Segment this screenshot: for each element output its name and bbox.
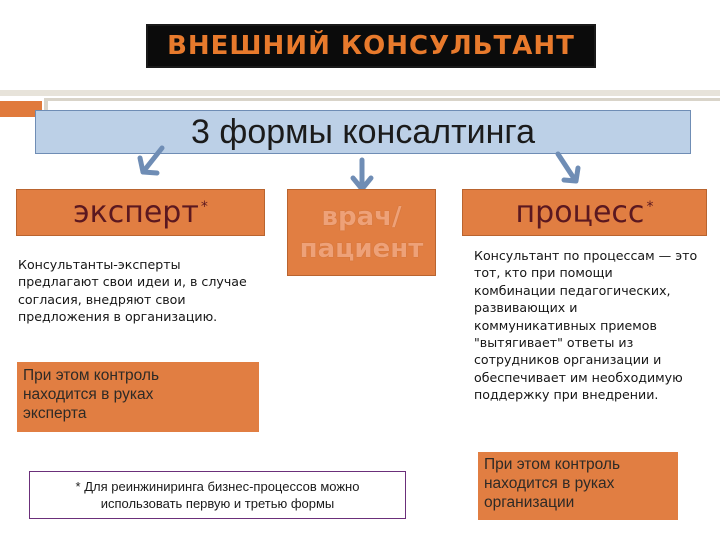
process-control-box (478, 452, 678, 520)
arrow-down-icon (353, 160, 371, 189)
text-line: коммуникативных приемов (474, 317, 657, 333)
form-label-process: процесс (515, 195, 645, 230)
text-line: комбинации педагогических, (474, 282, 671, 298)
page-title: ВНЕШНИЙ КОНСУЛЬТАНТ (167, 31, 575, 61)
text-line: организации (484, 494, 575, 511)
asterisk-mark: * (200, 198, 208, 215)
text-line: При этом контроль (484, 456, 621, 473)
form-label-doctor: врач/ (321, 201, 402, 232)
form-card-expert (16, 189, 265, 236)
form-label-expert: эксперт (73, 195, 199, 230)
text-line: "вытягивает" ответы из (474, 335, 634, 351)
process-description (474, 247, 714, 404)
text-line: тот, кто при помощи (474, 265, 613, 281)
page-title-box (146, 24, 596, 68)
header-title: 3 формы консалтинга (190, 113, 535, 151)
text-line: Консультант по процессам — это (474, 248, 698, 263)
expert-description (18, 256, 268, 326)
top-decor-bar (0, 90, 720, 96)
text-line: находится в руках (23, 386, 154, 403)
expert-control-box (17, 362, 259, 432)
text-line: Консультанты-эксперты (18, 257, 181, 272)
text-line: поддержку при внедрении. (474, 387, 659, 403)
arrow-down-right-icon (558, 154, 578, 181)
text-line: согласия, внедряют свои (18, 291, 186, 307)
decor-line (44, 98, 720, 101)
text-line: предлагают свои идеи и, в случае (18, 274, 247, 290)
text-line: предложения в организацию. (18, 309, 218, 325)
form-card-doctor-patient (287, 189, 436, 276)
text-line: эксперта (23, 405, 87, 422)
text-line: обеспечивает им необходимую (474, 369, 683, 385)
form-card-process (462, 189, 707, 236)
footnote-line: * Для реинжиниринга бизнес-процессов можно (75, 479, 360, 494)
asterisk-mark: * (646, 198, 654, 215)
text-line: находится в руках (484, 475, 615, 492)
footnote-box (29, 471, 406, 519)
footnote-line: использовать первую и третью формы (100, 496, 335, 511)
text-line: развивающих и (474, 300, 578, 316)
text-line: сотрудников организации и (474, 352, 662, 368)
form-label-patient: пациент (299, 233, 424, 264)
text-line: При этом контроль (23, 367, 160, 384)
